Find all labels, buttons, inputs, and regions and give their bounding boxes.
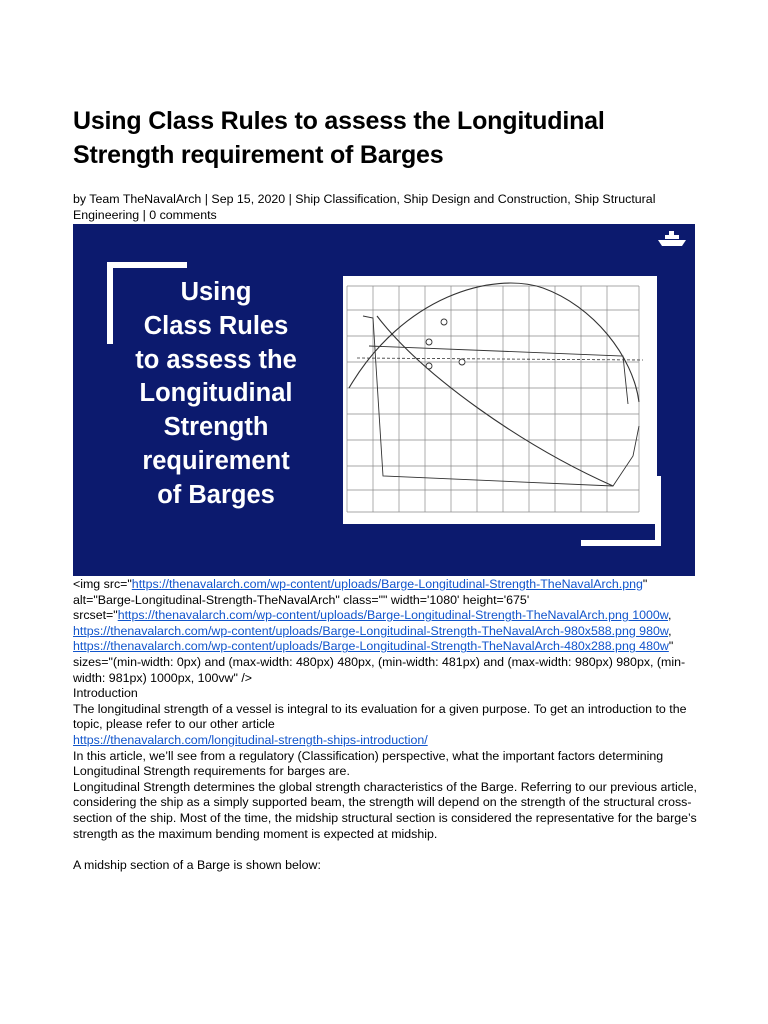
article-meta: by Team TheNavalArch | Sep 15, 2020 | Ship Classification, Ship Design and Construction, Ship Structural Engineering | 0 comments (73, 192, 656, 222)
strength-curve-figure (343, 276, 657, 524)
intro-heading: Introduction (73, 686, 138, 701)
img-tag-text: , (668, 623, 672, 638)
article-body (73, 577, 698, 873)
paragraph-gap (73, 842, 698, 858)
banner-title-line: to assess the (135, 345, 297, 374)
paragraph-regulatory: In this article, we’ll see from a regulatory (Classification) perspective, what the important factors determining Longitudinal Strength requirements for barges are. (73, 748, 664, 779)
image-src-link[interactable]: https://thenavalarch.com/wp-content/uploads/Barge-Longitudinal-Strength-TheNavalArch.png (131, 577, 643, 591)
img-tag-text: <img src=" (73, 577, 132, 591)
featured-image-banner (73, 224, 695, 576)
paragraph-global-strength: Longitudinal Strength determines the global strength characteristics of the Barge. Referring to our previous article, considering the ship as a simply supported beam, the strength will depend on the strength of the structural cross-section of the ship. Most of the time, the midship structural section is considered the representative for the barge’s strength as the maximum bending moment is expected at midship. (73, 779, 698, 841)
banner-title-line: of Barges (157, 480, 275, 509)
srcset-link-980w[interactable]: https://thenavalarch.com/wp-content/uploads/Barge-Longitudinal-Strength-TheNavalArch-980x588.png 980w (73, 623, 669, 638)
banner-title (101, 276, 331, 513)
banner-title-line: Using (180, 278, 252, 306)
srcset-link-1000w[interactable]: https://thenavalarch.com/wp-content/uploads/Barge-Longitudinal-Strength-TheNavalArch.png 1000w (117, 608, 669, 623)
banner-title-line: requirement (142, 446, 290, 475)
longitudinal-strength-intro-link[interactable]: https://thenavalarch.com/longitudinal-strength-ships-introduction/ (73, 732, 428, 747)
article-title: Using Class Rules to assess the Longitudinal Strength requirement of Barges (73, 107, 605, 169)
ship-icon (655, 228, 689, 248)
banner-title-line: Longitudinal (139, 379, 293, 408)
img-tag-text: , (668, 608, 672, 623)
img-tag-text: " sizes="(min-width: 0px) and (max-width: 480px) 480px, (min-width: 481px) and (max-width: 980px) 980px, (min-width: 981px) 1000px, 100vw" /> (73, 639, 686, 685)
srcset-link-480w[interactable]: https://thenavalarch.com/wp-content/uploads/Barge-Longitudinal-Strength-TheNavalArch-480x288.png 480w (73, 639, 669, 654)
corner-frame-bottom-right (581, 540, 661, 546)
img-tag-source (73, 577, 698, 686)
img-tag-text: " alt="Barge-Longitudinal-Strength-TheNavalArch" class="" width='1080' height='675' srcset=" (73, 577, 648, 623)
paragraph-midship: A midship section of a Barge is shown below: (73, 857, 321, 872)
corner-frame-top-left (107, 262, 187, 268)
banner-title-line: Strength (163, 413, 269, 442)
banner-title-line: Class Rules (143, 311, 289, 340)
paragraph-intro: The longitudinal strength of a vessel is integral to its evaluation for a given purpose. To get an introduction to the topic, please refer to our other article (73, 701, 687, 732)
